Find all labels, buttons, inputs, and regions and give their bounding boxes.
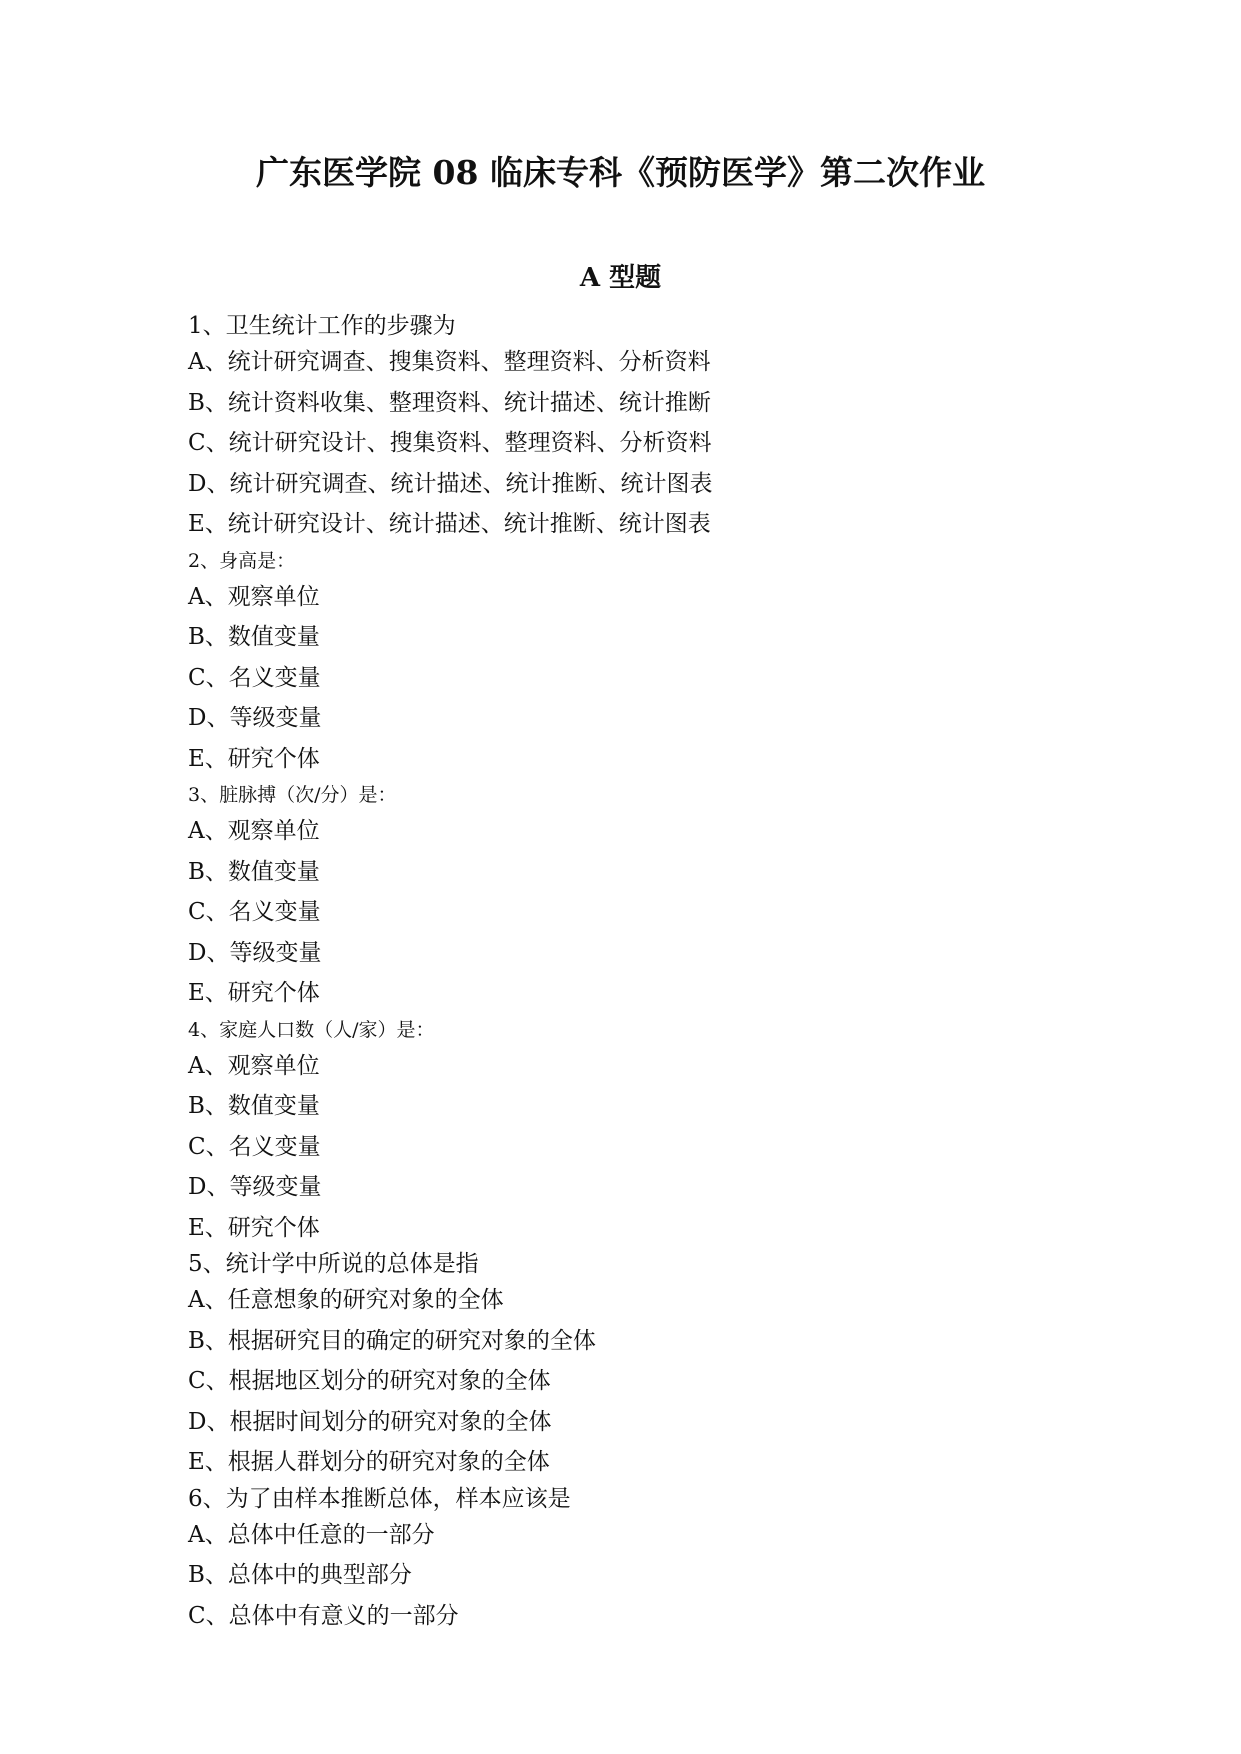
answer-option-c: C、名义变量 (188, 899, 321, 925)
question-6 (188, 1483, 1188, 1637)
question-stem: 5、统计学中所说的总体是指 (188, 1251, 479, 1277)
answer-option-b: B、数值变量 (188, 1093, 320, 1119)
section-heading: A 型题 (579, 263, 662, 293)
answer-option-d: D、等级变量 (188, 1174, 322, 1200)
question-3 (188, 779, 1188, 1014)
document-title: 广东医学院 08 临床专科《预防医学》第二次作业 (256, 153, 985, 192)
answer-option-e: E、研究个体 (188, 980, 320, 1006)
answer-option-e: E、根据人群划分的研究对象的全体 (188, 1449, 550, 1475)
question-list (188, 310, 1188, 1636)
question-stem: 4、家庭人口数（人/家）是： (188, 1018, 435, 1041)
answer-option-d: D、等级变量 (188, 939, 322, 966)
answer-option-b: B、根据研究目的确定的研究对象的全体 (188, 1327, 596, 1354)
question-5 (188, 1248, 1188, 1483)
answer-option-b: B、统计资料收集、整理资料、统计描述、统计推断 (188, 389, 711, 416)
question-stem: 2、身高是： (188, 549, 296, 572)
question-2 (188, 545, 1188, 780)
question-1 (188, 310, 1188, 545)
answer-option-d: D、根据时间划分的研究对象的全体 (188, 1408, 552, 1435)
answer-option-b: B、数值变量 (188, 624, 320, 650)
answer-option-a: A、总体中任意的一部分 (188, 1521, 435, 1548)
answer-option-c: C、根据地区划分的研究对象的全体 (188, 1368, 551, 1394)
answer-option-e: E、统计研究设计、统计描述、统计推断、统计图表 (188, 511, 711, 537)
answer-option-a: A、观察单位 (188, 818, 320, 844)
answer-option-c: C、名义变量 (188, 1133, 321, 1160)
answer-option-e: E、研究个体 (188, 1214, 320, 1241)
answer-option-c: C、名义变量 (188, 664, 321, 691)
answer-option-e: E、研究个体 (188, 745, 320, 772)
question-stem: 3、脏脉搏（次/分）是： (188, 784, 397, 806)
answer-option-a: A、任意想象的研究对象的全体 (188, 1287, 504, 1313)
answer-option-c: C、总体中有意义的一部分 (188, 1602, 459, 1629)
question-stem: 6、为了由样本推断总体，样本应该是 (188, 1485, 571, 1512)
answer-option-a: A、观察单位 (188, 1052, 320, 1079)
answer-option-d: D、统计研究调查、统计描述、统计推断、统计图表 (188, 470, 713, 497)
answer-option-a: A、统计研究调查、搜集资料、整理资料、分析资料 (188, 349, 711, 375)
answer-option-b: B、总体中的典型部分 (188, 1562, 412, 1588)
answer-option-c: C、统计研究设计、搜集资料、整理资料、分析资料 (188, 430, 712, 456)
question-4 (188, 1014, 1188, 1249)
answer-option-b: B、数值变量 (188, 858, 320, 885)
question-stem: 1、卫生统计工作的步骤为 (188, 313, 456, 339)
answer-option-a: A、观察单位 (188, 583, 320, 610)
answer-option-d: D、等级变量 (188, 705, 322, 731)
